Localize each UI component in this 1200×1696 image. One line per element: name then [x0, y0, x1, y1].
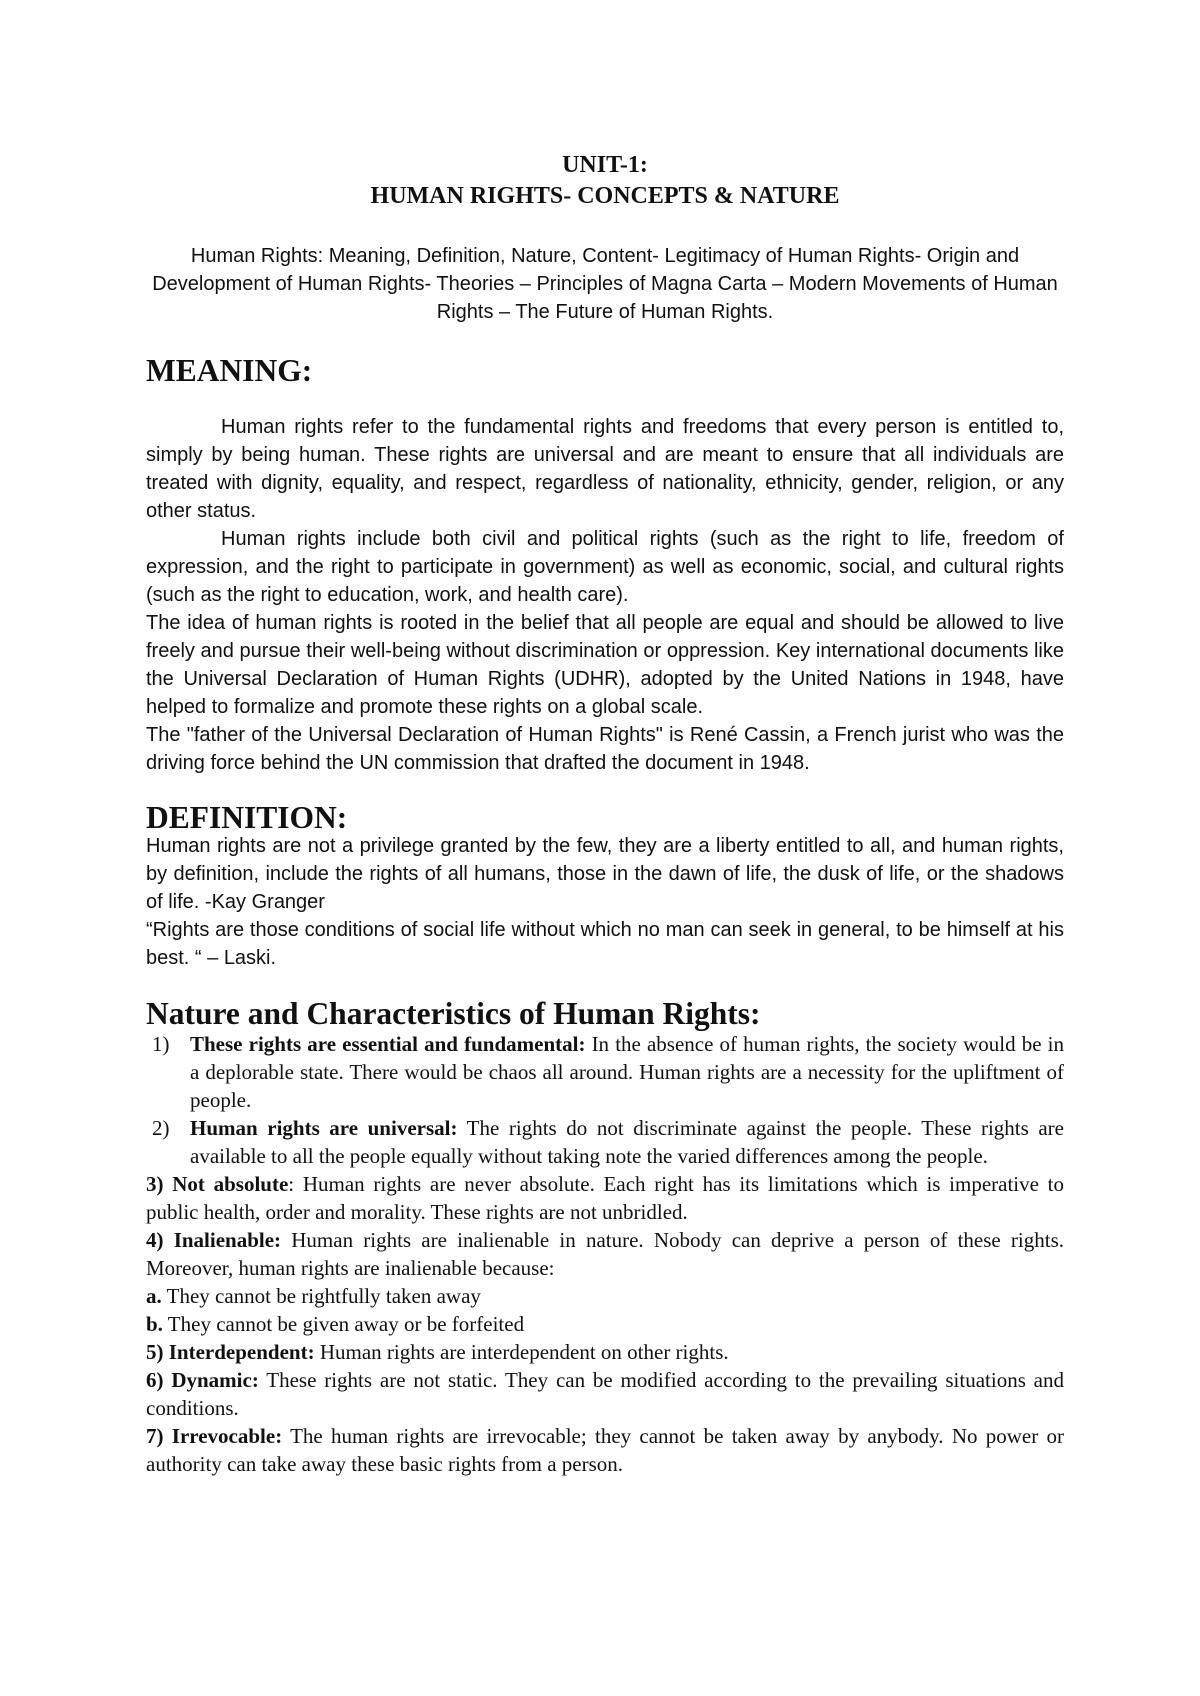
meaning-heading: MEANING: [146, 353, 313, 388]
item-number: 7) [146, 1424, 164, 1448]
list-item [146, 1114, 1064, 1170]
meaning-paragraph-4: The "father of the Universal Declaration of Human Rights" is René Cassin, a French jurist who was the driving force behind the UN commission that drafted the document in 1948. [146, 724, 1064, 774]
list-number: 1) [152, 1032, 170, 1056]
characteristic-term: Dynamic: [171, 1368, 259, 1392]
characteristic-term: Inalienable: [173, 1228, 282, 1252]
nature-heading: Nature and Characteristics of Human Rights: [146, 996, 761, 1031]
definition-paragraph-2: “Rights are those conditions of social life without which no man can seek in general, to be himself at his best. “ – Laski. [146, 919, 1064, 969]
item-number: 6) [146, 1368, 164, 1392]
characteristic-text: The human rights are irrevocable; they cannot be taken away by anybody. No power or authority can take away these basic rights from a person. [146, 1424, 1065, 1476]
meaning-paragraph-3: The idea of human rights is rooted in the belief that all people are equal and should be allowed to live freely and pursue their well-being without discrimination or oppression. Key international documents like the Universal Declaration of Human Rights (UDHR), adopted by the United Nations in 1948, have helped to formalize and promote these rights on a global scale. [146, 612, 1064, 718]
characteristic-7 [146, 1422, 1064, 1478]
characteristic-text: : Human rights are never absolute. Each right has its limitations which is imperative to public health, order and morality. These rights are not unbridled. [146, 1172, 1065, 1224]
characteristic-term: Interdependent: [168, 1340, 315, 1364]
characteristic-6 [146, 1366, 1064, 1422]
characteristic-text: In the absence of human rights, the society would be in a deplorable state. There would be chaos all around. Human rights are a necessity for the upliftment of people. [190, 1032, 1064, 1112]
characteristics-list [146, 1030, 1064, 1170]
item-number: 5) [146, 1340, 164, 1364]
definition-paragraph-1: Human rights are not a privilege granted by the few, they are a liberty entitled to all, and human rights, by definition, include the rights of all humans, those in the dawn of life, the dusk of life, or the shadows of life. -Kay Granger [146, 835, 1064, 913]
item-number: 3) [146, 1172, 164, 1196]
characteristic-text: They cannot be given away or be forfeited [162, 1312, 525, 1336]
characteristic-4a [146, 1282, 1064, 1310]
characteristic-term: These rights are essential and fundamental: [190, 1032, 586, 1056]
definition-heading: DEFINITION: [146, 800, 348, 835]
characteristic-3 [146, 1170, 1064, 1226]
characteristic-text: They cannot be rightfully taken away [161, 1284, 481, 1308]
syllabus-summary: Human Rights: Meaning, Definition, Nature, Content- Legitimacy of Human Rights- Origin and Development of Human Rights- Theories – Principles of Magna Carta – Modern Movements of Human Rights – The Future of Human Rights. [152, 245, 1058, 323]
characteristic-text: Human rights are interdependent on other rights. [314, 1340, 729, 1364]
unit-label: UNIT-1: [562, 152, 648, 178]
characteristic-4b [146, 1310, 1064, 1338]
list-number: 2) [152, 1116, 170, 1140]
characteristic-term: Irrevocable: [171, 1424, 283, 1448]
characteristic-text: Human rights are inalienable in nature. Nobody can deprive a person of these rights. Moreover, human rights are inalienable because: [146, 1228, 1065, 1280]
characteristic-text: These rights are not static. They can be modified according to the prevailing situations and conditions. [146, 1368, 1064, 1420]
characteristic-5 [146, 1338, 1064, 1366]
meaning-paragraph-2: Human rights include both civil and political rights (such as the right to life, freedom of expression, and the right to participate in government) as well as economic, social, and cultural rights (such as the right to education, work, and health care). [146, 528, 1064, 606]
item-letter: a. [146, 1284, 162, 1308]
characteristic-term: Human rights are universal: [190, 1116, 458, 1140]
item-letter: b. [146, 1312, 163, 1336]
characteristic-text: The rights do not discriminate against the people. These rights are available to all the people equally without taking note the varied differences among the people. [190, 1116, 1064, 1168]
characteristic-term: Not absolute [172, 1172, 289, 1196]
meaning-paragraph-1: Human rights refer to the fundamental rights and freedoms that every person is entitled to, simply by being human. These rights are universal and are meant to ensure that all individuals are treated with dignity, equality, and respect, regardless of nationality, ethnicity, gender, religion, or any other status. [146, 416, 1064, 522]
characteristic-4 [146, 1226, 1064, 1282]
page-title: HUMAN RIGHTS- CONCEPTS & NATURE [370, 183, 840, 209]
page-content [146, 150, 1064, 1478]
list-item [146, 1030, 1064, 1114]
item-number: 4) [146, 1228, 164, 1252]
